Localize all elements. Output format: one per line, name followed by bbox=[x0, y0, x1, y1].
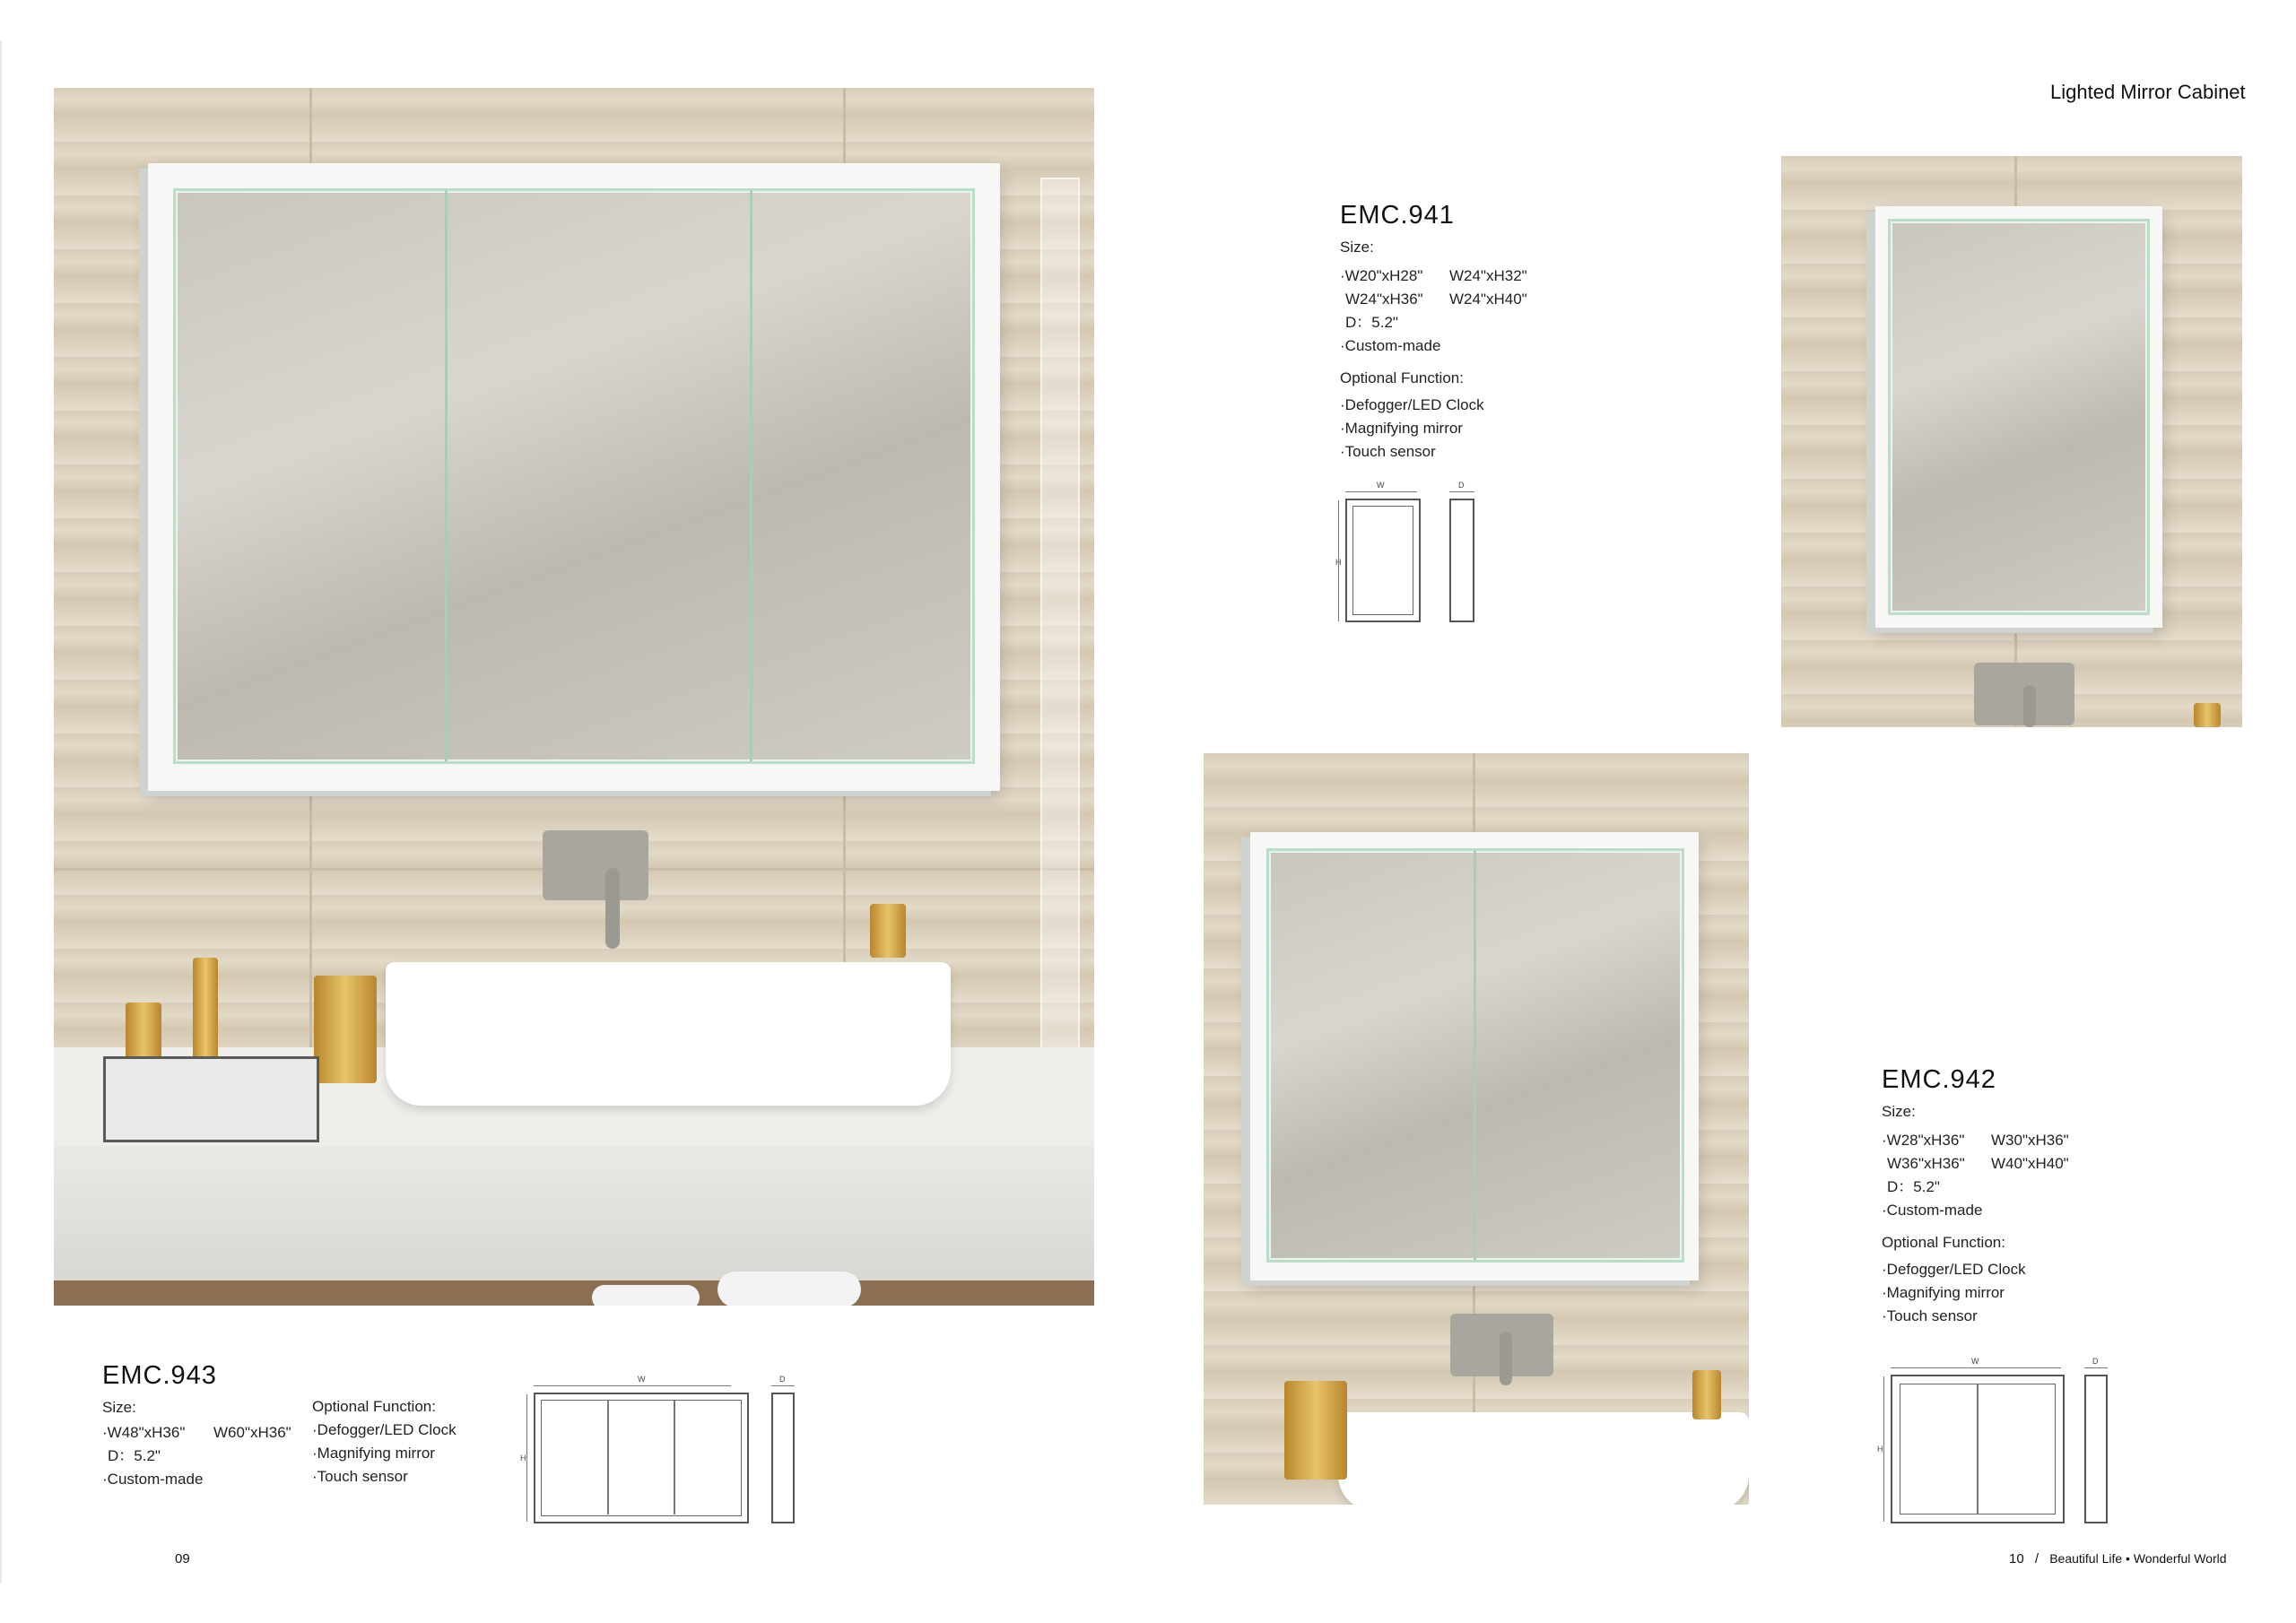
footer-separator: / bbox=[2034, 1551, 2039, 1567]
emc942-function-1: ·Defogger/LED Clock bbox=[1882, 1261, 2026, 1278]
emc941-model-name: EMC.941 bbox=[1340, 201, 1455, 230]
emc941-side-view bbox=[1449, 499, 1474, 622]
emc942-front-view bbox=[1891, 1375, 2065, 1523]
emc942-depth: D：5.2" bbox=[1887, 1178, 1940, 1195]
emc943-size-label: Size: bbox=[102, 1399, 136, 1416]
emc942-side-view bbox=[2084, 1375, 2108, 1523]
emc942-custom-made: ·Custom-made bbox=[1882, 1202, 1983, 1219]
emc942-spec-block bbox=[1882, 1065, 2169, 1328]
emc941-size-2: W24"xH32" bbox=[1449, 267, 1527, 284]
emc943-custom-made: ·Custom-made bbox=[102, 1471, 204, 1488]
emc941-front-view bbox=[1345, 499, 1421, 622]
emc943-front-view bbox=[534, 1393, 749, 1523]
emc942-depth-label: D bbox=[2092, 1357, 2099, 1366]
emc943-model-name: EMC.943 bbox=[102, 1361, 217, 1390]
emc941-optional-label: Optional Function: bbox=[1340, 369, 1464, 386]
emc942-function-2: ·Magnifying mirror bbox=[1882, 1284, 2005, 1301]
emc941-function-2: ·Magnifying mirror bbox=[1340, 420, 1463, 437]
page-spine bbox=[0, 40, 2, 1583]
emc943-product-photo bbox=[54, 88, 1094, 1306]
emc943-size-1: ·W48"xH36" bbox=[102, 1424, 186, 1441]
emc941-function-1: ·Defogger/LED Clock bbox=[1340, 396, 1484, 413]
footer-tagline: Beautiful Life • Wonderful World bbox=[2049, 1551, 2227, 1566]
emc941-depth: D：5.2" bbox=[1345, 314, 1398, 331]
emc943-side-view bbox=[771, 1393, 795, 1523]
emc942-height-label: H bbox=[1877, 1445, 1883, 1454]
emc942-size-1: ·W28"xH36" bbox=[1882, 1132, 1965, 1149]
right-page-number: 10 bbox=[2009, 1551, 2024, 1567]
emc942-width-label: W bbox=[1971, 1357, 1979, 1366]
emc943-function-2: ·Magnifying mirror bbox=[312, 1445, 435, 1462]
emc941-product-photo bbox=[1781, 156, 2242, 727]
emc942-size-2: W30"xH36" bbox=[1991, 1132, 2069, 1149]
emc943-size-2: W60"xH36" bbox=[213, 1424, 291, 1441]
right-page-footer bbox=[2009, 1551, 2227, 1567]
emc941-dimension-drawing bbox=[1327, 481, 1489, 637]
emc942-size-3: W36"xH36" bbox=[1887, 1155, 1965, 1172]
emc941-size-1: ·W20"xH28" bbox=[1340, 267, 1423, 284]
emc941-size-3: W24"xH36" bbox=[1345, 291, 1423, 308]
emc941-spec-block bbox=[1340, 201, 1627, 464]
emc941-custom-made: ·Custom-made bbox=[1340, 337, 1441, 354]
left-page-number: 09 bbox=[175, 1551, 190, 1567]
emc943-optional-label: Optional Function: bbox=[312, 1398, 436, 1415]
emc941-size-4: W24"xH40" bbox=[1449, 291, 1527, 308]
emc943-function-1: ·Defogger/LED Clock bbox=[312, 1421, 457, 1438]
emc941-function-3: ·Touch sensor bbox=[1340, 443, 1436, 460]
emc943-depth-label: D bbox=[779, 1375, 786, 1384]
catalog-section-title: Lighted Mirror Cabinet bbox=[2050, 81, 2246, 103]
emc943-width-label: W bbox=[638, 1375, 646, 1384]
emc943-function-3: ·Touch sensor bbox=[312, 1468, 408, 1485]
emc942-model-name: EMC.942 bbox=[1882, 1065, 1996, 1094]
emc943-height-label: H bbox=[520, 1454, 526, 1462]
emc941-height-label: H bbox=[1335, 558, 1342, 567]
emc942-size-4: W40"xH40" bbox=[1991, 1155, 2069, 1172]
emc943-functions-block bbox=[312, 1395, 527, 1488]
emc943-depth: D：5.2" bbox=[108, 1447, 161, 1464]
emc942-optional-label: Optional Function: bbox=[1882, 1234, 2005, 1251]
emc943-dimension-drawing bbox=[516, 1376, 812, 1529]
emc942-product-photo bbox=[1204, 753, 1749, 1505]
emc941-width-label: W bbox=[1377, 481, 1385, 490]
emc942-dimension-drawing bbox=[1873, 1358, 2124, 1511]
emc942-function-3: ·Touch sensor bbox=[1882, 1307, 1978, 1324]
emc941-size-label: Size: bbox=[1340, 239, 1374, 256]
emc941-depth-label: D bbox=[1458, 481, 1465, 490]
emc942-size-label: Size: bbox=[1882, 1103, 1916, 1120]
